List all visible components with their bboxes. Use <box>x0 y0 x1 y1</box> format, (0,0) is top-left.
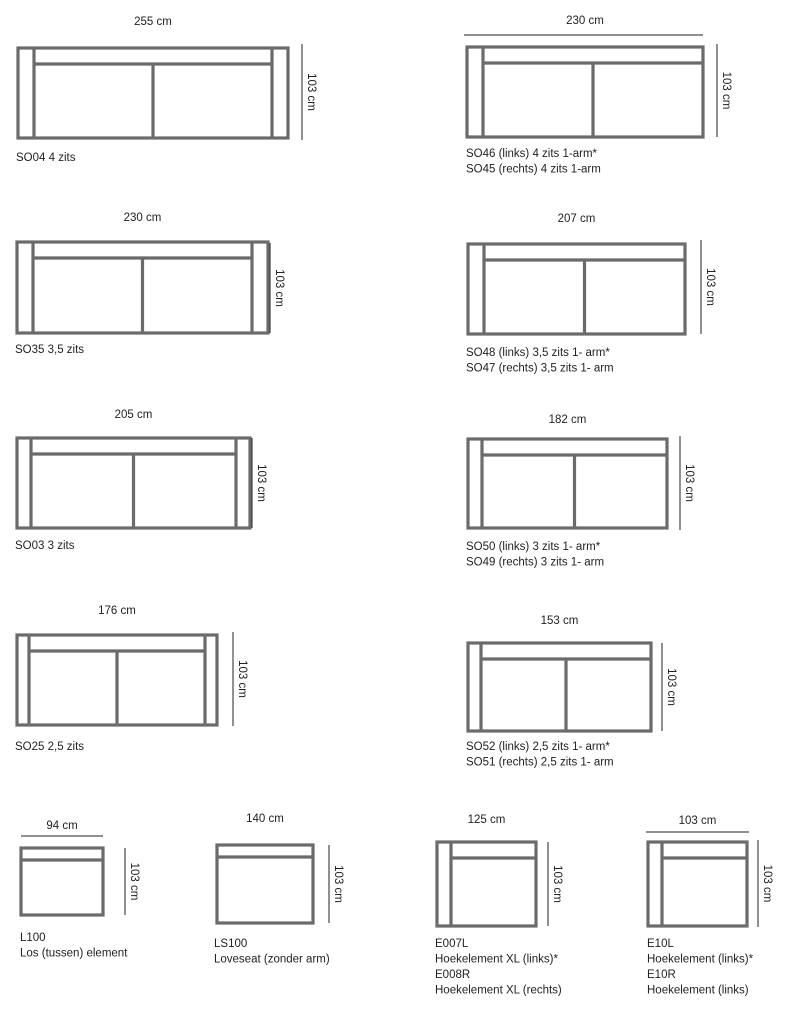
sofa-item <box>464 15 732 176</box>
model-caption: SO48 (links) 3,5 zits 1- arm* <box>466 347 610 359</box>
depth-label: 103 cm <box>235 660 248 698</box>
depth-label: 103 cm <box>304 73 317 111</box>
sofa-outline <box>17 438 250 528</box>
model-caption: E008R <box>435 969 471 981</box>
sofa-frame <box>21 848 103 915</box>
width-label: 153 cm <box>540 615 579 627</box>
sofa-item <box>466 213 716 375</box>
width-label: 230 cm <box>123 212 162 224</box>
model-caption: SO49 (rechts) 3 zits 1- arm <box>466 556 605 569</box>
width-label: 94 cm <box>46 820 78 832</box>
width-label: 205 cm <box>114 409 153 421</box>
sofa-item <box>466 615 677 769</box>
sofa-outline <box>468 439 667 528</box>
width-label: 176 cm <box>98 605 136 617</box>
model-caption: SO50 (links) 3 zits 1- arm* <box>466 541 601 553</box>
depth-label: 103 cm <box>550 865 563 903</box>
sofa-outline <box>21 848 103 915</box>
depth-label: 103 cm <box>127 862 140 901</box>
sofa-outline <box>18 48 288 138</box>
width-label: 182 cm <box>548 414 587 426</box>
sofa-item <box>15 605 248 753</box>
sofa-item <box>15 409 267 552</box>
model-caption: Hoekelement XL (links)* <box>435 953 558 966</box>
sofa-outline <box>467 47 703 137</box>
sofa-item <box>646 815 773 997</box>
model-caption: SO35 3,5 zits <box>15 344 85 356</box>
sofa-outline <box>648 842 747 926</box>
model-caption: SO03 3 zits <box>15 540 75 552</box>
sofa-item <box>16 16 317 164</box>
depth-label: 103 cm <box>703 268 716 306</box>
model-caption: SO47 (rechts) 3,5 zits 1- arm <box>466 362 614 375</box>
depth-label: 103 cm <box>254 464 267 502</box>
sofa-outline <box>17 242 268 333</box>
model-caption: Loveseat (zonder arm) <box>214 953 330 966</box>
width-label: 103 cm <box>678 815 717 827</box>
depth-label: 103 cm <box>272 269 285 307</box>
sofa-outline <box>217 845 313 923</box>
depth-label: 103 cm <box>331 865 344 903</box>
width-label: 255 cm <box>134 16 172 28</box>
sofa-outline <box>468 244 685 334</box>
width-label: 230 cm <box>566 15 604 27</box>
model-caption: SO52 (links) 2,5 zits 1- arm* <box>466 741 610 753</box>
sofa-item <box>435 814 563 997</box>
width-label: 125 cm <box>467 814 506 826</box>
sofa-item <box>15 212 285 356</box>
model-caption: Hoekelement XL (rechts) <box>435 984 562 997</box>
model-caption: E10R <box>647 969 676 981</box>
sofa-frame <box>468 244 685 334</box>
model-caption: L100 <box>20 932 46 944</box>
model-caption: SO04 4 zits <box>16 152 76 164</box>
model-caption: SO46 (links) 4 zits 1-arm* <box>466 148 598 160</box>
model-caption: E007L <box>435 938 469 950</box>
width-label: 140 cm <box>246 813 284 825</box>
sofa-item <box>466 414 695 569</box>
width-label: 207 cm <box>557 213 596 225</box>
depth-label: 103 cm <box>664 668 677 706</box>
depth-label: 103 cm <box>760 864 773 903</box>
sofa-item <box>20 820 140 960</box>
model-caption: SO51 (rechts) 2,5 zits 1- arm <box>466 756 614 769</box>
sofa-frame <box>468 439 667 528</box>
model-caption: SO25 2,5 zits <box>15 741 85 753</box>
depth-label: 103 cm <box>719 71 732 110</box>
model-caption: SO45 (rechts) 4 zits 1-arm <box>466 163 601 176</box>
sofa-item <box>214 813 344 966</box>
sofa-outline <box>437 842 536 926</box>
depth-label: 103 cm <box>682 464 695 502</box>
sofa-outline <box>468 643 651 731</box>
model-caption: Hoekelement (links)* <box>647 953 754 966</box>
model-caption: Hoekelement (links) <box>647 984 749 997</box>
sofa-frame <box>467 47 703 137</box>
model-caption: Los (tussen) element <box>20 947 128 960</box>
sofa-frame <box>468 643 651 731</box>
model-caption: LS100 <box>214 938 248 950</box>
model-caption: E10L <box>647 938 674 950</box>
sofa-outline <box>17 635 217 725</box>
